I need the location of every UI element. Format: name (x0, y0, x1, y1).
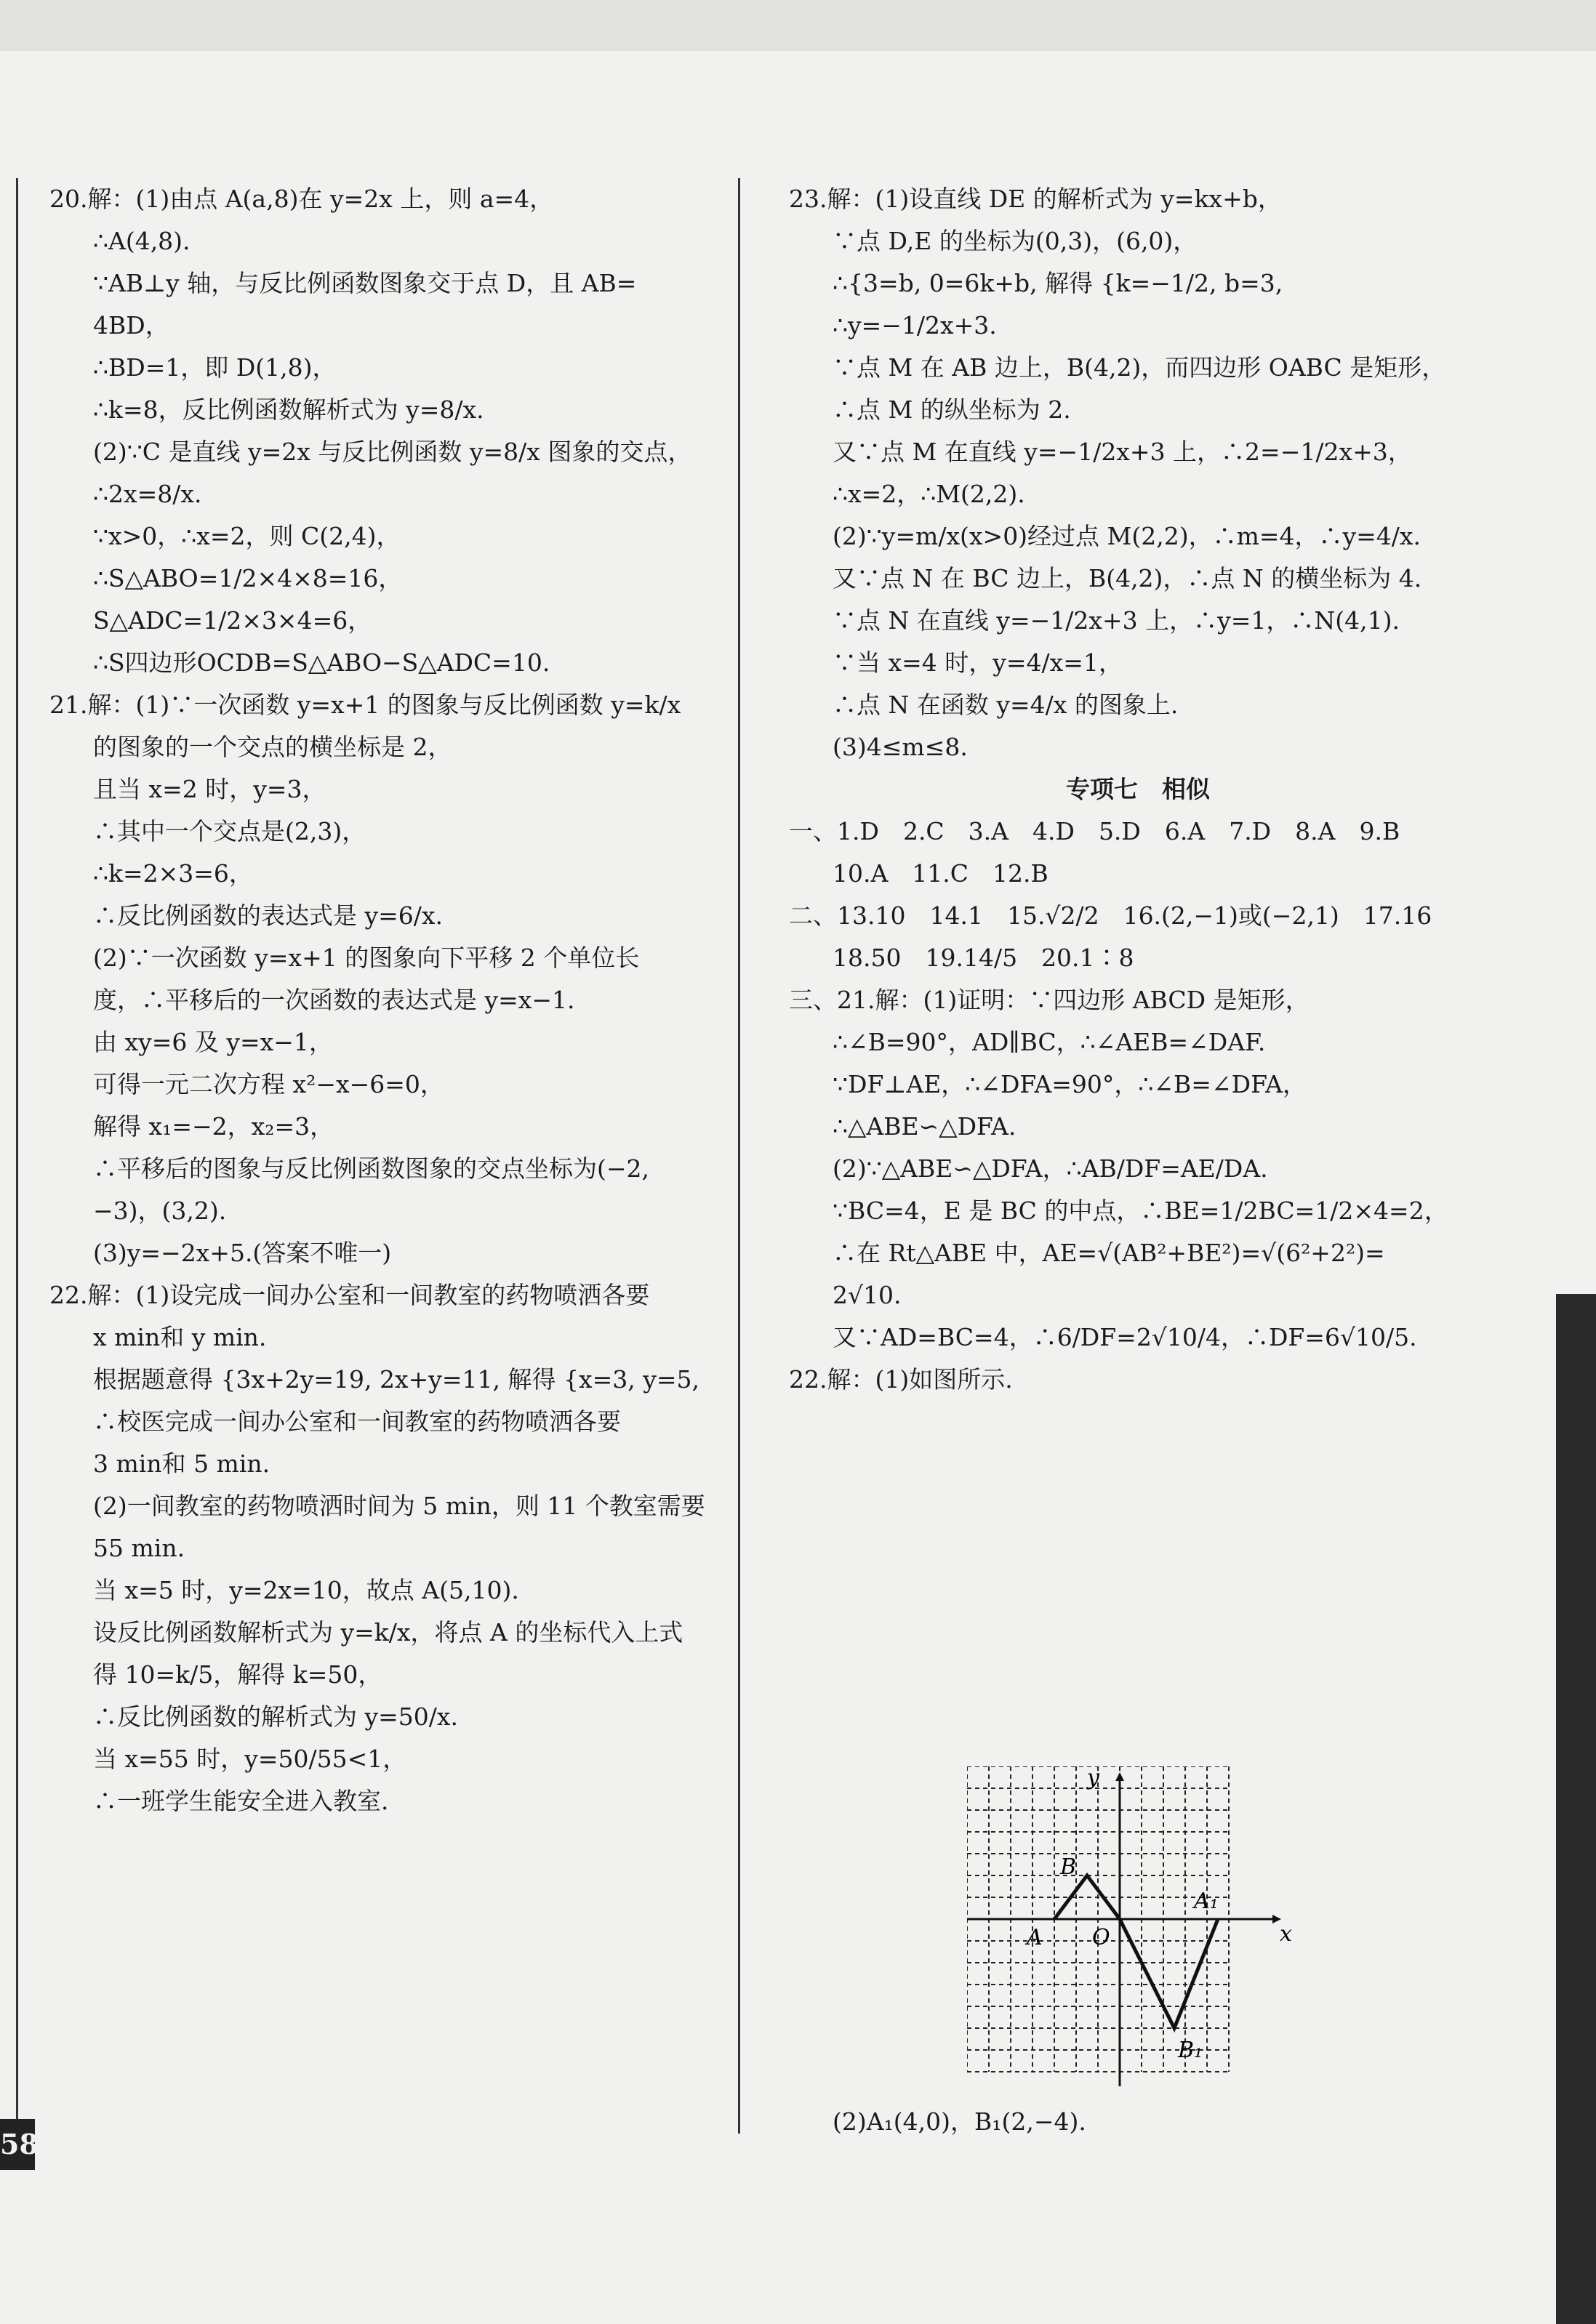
text-line: 二、13.10 14.1 15.√2/2 16.(2,−1)或(−2,1) 17.16 (789, 901, 1432, 930)
text-line: ∴一班学生能安全进入教室. (93, 1787, 389, 1815)
text-line: 2√10. (833, 1281, 902, 1309)
text-line: ∵当 x=4 时，y=4/x=1， (833, 648, 1123, 677)
text-line: ∴△ABE∽△DFA. (833, 1112, 1016, 1141)
text-line: 可得一元二次方程 x²−x−6=0， (93, 1070, 444, 1098)
figure-caption: (2)A₁(4,0)，B₁(2,−4). (833, 2107, 1086, 2136)
label-y: y (1087, 1766, 1099, 1790)
text-line: ∵x>0，∴x=2，则 C(2,4)， (93, 522, 401, 550)
text-line: (2)∵一次函数 y=x+1 的图象向下平移 2 个单位长 (93, 944, 640, 972)
text-line: ∵AB⊥y 轴，与反比例函数图象交于点 D，且 AB= (93, 269, 637, 297)
left-column (49, 178, 729, 1822)
text-line: 4BD， (93, 311, 169, 339)
column-divider (738, 178, 740, 2134)
text-line: 22.解：(1)设完成一间办公室和一间教室的药物喷洒各要 (49, 1281, 650, 1309)
text-line: 设反比例函数解析式为 y=k/x，将点 A 的坐标代入上式 (93, 1618, 683, 1646)
text-line: 度，∴平移后的一次函数的表达式是 y=x−1. (93, 986, 575, 1014)
page-edge-shadow (1556, 1294, 1596, 2324)
text-line: ∴平移后的图象与反比例函数图象的交点坐标为(−2, (93, 1154, 650, 1183)
page-number: 58 (0, 2119, 35, 2170)
text-line: 根据题意得 {3x+2y=19, 2x+y=11, 解得 {x=3, y=5, (93, 1365, 700, 1394)
label-B1: B₁ (1178, 2038, 1203, 2063)
text-line: (3)y=−2x+5.(答案不唯一) (93, 1239, 392, 1267)
coordinate-figure (967, 1766, 1309, 2086)
text-line: ∴k=2×3=6， (93, 859, 253, 888)
text-line: 又∵点 N 在 BC 边上，B(4,2)，∴点 N 的横坐标为 4. (833, 564, 1422, 592)
text-line: 3 min和 5 min. (93, 1450, 270, 1478)
text-line: 20.解：(1)由点 A(a,8)在 y=2x 上，则 a=4， (49, 185, 554, 213)
text-line: 又∵AD=BC=4，∴6/DF=2√10/4，∴DF=6√10/5. (833, 1323, 1417, 1351)
text-line: 55 min. (93, 1534, 185, 1562)
text-line: 且当 x=2 时，y=3， (93, 775, 326, 803)
text-line: (2)一间教室的药物喷洒时间为 5 min，则 11 个教室需要 (93, 1492, 705, 1520)
text-line: 由 xy=6 及 y=x−1， (93, 1028, 333, 1056)
text-line: ∵点 D,E 的坐标为(0,3)，(6,0)， (833, 227, 1198, 255)
label-x: x (1280, 1921, 1292, 1947)
text-line: ∴x=2，∴M(2,2). (833, 480, 1025, 508)
text-line: ∴BD=1，即 D(1,8)， (93, 353, 337, 382)
text-line: ∴k=8，反比例函数解析式为 y=8/x. (93, 395, 484, 424)
y-axis-arrow (1115, 1772, 1124, 1781)
text-line: ∴点 M 的纵坐标为 2. (833, 395, 1071, 424)
text-line: 又∵点 M 在直线 y=−1/2x+3 上，∴2=−1/2x+3， (833, 438, 1412, 466)
text-line: 10.A 11.C 12.B (833, 859, 1048, 888)
text-line: ∵BC=4，E 是 BC 的中点，∴BE=1/2BC=1/2×4=2， (833, 1197, 1448, 1225)
right-column (789, 178, 1487, 1401)
text-line: (2)∵y=m/x(x>0)经过点 M(2,2)，∴m=4，∴y=4/x. (833, 522, 1421, 550)
text-line: 18.50 19.14/5 20.1∶8 (833, 944, 1134, 972)
text-line: 22.解：(1)如图所示. (789, 1365, 1013, 1394)
label-A1: A₁ (1194, 1889, 1219, 1914)
text-line: ∵点 N 在直线 y=−1/2x+3 上，∴y=1，∴N(4,1). (833, 606, 1400, 635)
text-line: ∴A(4,8). (93, 227, 191, 255)
text-line: ∴反比例函数的解析式为 y=50/x. (93, 1702, 458, 1731)
text-line: ∵点 M 在 AB 边上，B(4,2)，而四边形 OABC 是矩形， (833, 353, 1446, 382)
text-line: ∴∠B=90°，AD∥BC，∴∠AEB=∠DAF. (833, 1028, 1266, 1056)
text-line: 当 x=55 时，y=50/55<1， (93, 1745, 407, 1773)
text-line: ∴S△ABO=1/2×4×8=16， (93, 564, 403, 592)
text-line: 当 x=5 时，y=2x=10，故点 A(5,10). (93, 1576, 519, 1604)
top-shading (0, 0, 1596, 51)
text-line: S△ADC=1/2×3×4=6， (93, 606, 372, 635)
text-line: 23.解：(1)设直线 DE 的解析式为 y=kx+b， (789, 185, 1282, 213)
text-line: 得 10=k/5，解得 k=50， (93, 1660, 382, 1689)
text-line: 解得 x₁=−2，x₂=3， (93, 1112, 334, 1141)
label-A: A (1027, 1925, 1043, 1950)
text-line: ∴反比例函数的表达式是 y=6/x. (93, 901, 443, 930)
text-line: ∴y=−1/2x+3. (833, 311, 997, 339)
label-origin: O (1092, 1925, 1110, 1950)
text-line: 的图象的一个交点的横坐标是 2， (93, 733, 452, 761)
text-line: ∴校医完成一间办公室和一间教室的药物喷洒各要 (93, 1407, 621, 1436)
text-line: 三、21.解：(1)证明：∵四边形 ABCD 是矩形， (789, 986, 1310, 1014)
text-line: ∵DF⊥AE，∴∠DFA=90°，∴∠B=∠DFA， (833, 1070, 1307, 1098)
text-line: 一、1.D 2.C 3.A 4.D 5.D 6.A 7.D 8.A 9.B (789, 817, 1400, 845)
text-line: ∴S四边形OCDB=S△ABO−S△ADC=10. (93, 648, 550, 677)
text-line: (3)4≤m≤8. (833, 733, 968, 761)
left-margin-rule (16, 178, 18, 2134)
text-line: −3)，(3,2). (93, 1197, 227, 1225)
text-line: ∴在 Rt△ABE 中，AE=√(AB²+BE²)=√(6²+2²)= (833, 1239, 1385, 1267)
text-line: x min和 y min. (93, 1323, 267, 1351)
text-line: ∴2x=8/x. (93, 480, 202, 508)
text-line: 21.解：(1)∵一次函数 y=x+1 的图象与反比例函数 y=k/x (49, 691, 681, 719)
text-line: ∴{3=b, 0=6k+b, 解得 {k=−1/2, b=3, (833, 269, 1283, 297)
text-line: ∴点 N 在函数 y=4/x 的图象上. (833, 691, 1179, 719)
text-line: ∴其中一个交点是(2,3)， (93, 817, 366, 845)
text-line: (2)∵C 是直线 y=2x 与反比例函数 y=8/x 图象的交点， (93, 438, 692, 466)
label-B: B (1060, 1854, 1077, 1880)
text-line: (2)∵△ABE∽△DFA，∴AB/DF=AE/DA. (833, 1154, 1268, 1183)
section-heading: 专项七 相似 (1066, 775, 1210, 803)
